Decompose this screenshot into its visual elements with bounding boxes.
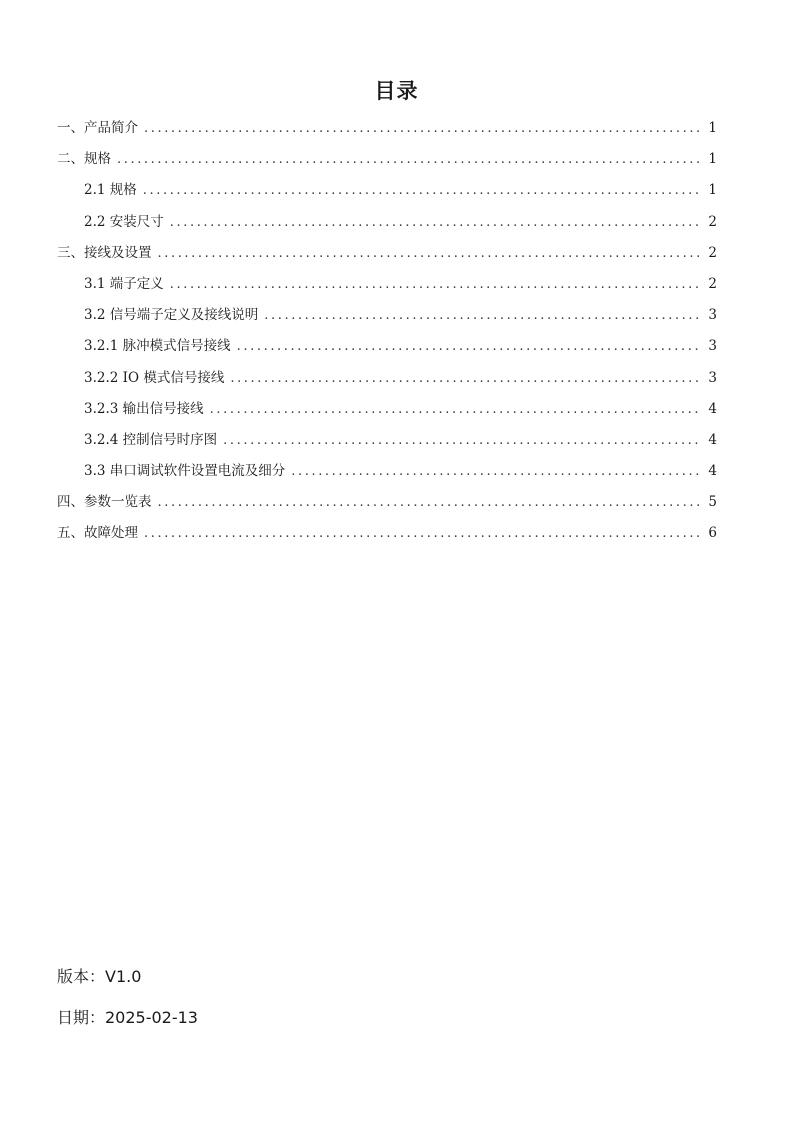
- toc-entry[interactable]: [57, 428, 717, 459]
- toc-entry[interactable]: [57, 147, 717, 178]
- toc-entry[interactable]: [57, 334, 717, 365]
- toc-leader-dots: [223, 429, 702, 453]
- toc-entry-page: 3: [708, 307, 717, 324]
- version-text: 版本：V1.0: [57, 967, 142, 986]
- toc-entry-label: 四、参数一览表: [57, 494, 152, 511]
- toc-entry-label: 3.2.2 IO 模式信号接线: [84, 369, 225, 386]
- toc-entry[interactable]: [57, 178, 717, 209]
- toc-entry-label: 3.2.1 脉冲模式信号接线: [84, 338, 231, 355]
- toc-leader-dots: [170, 211, 702, 235]
- toc-entry[interactable]: [57, 210, 717, 241]
- toc-entry[interactable]: [57, 397, 717, 428]
- date-text: 日期：2025-02-13: [57, 1008, 198, 1027]
- toc-entry-page: 2: [708, 213, 717, 230]
- toc-entry[interactable]: [57, 303, 717, 334]
- toc-entry-page: 6: [708, 525, 717, 542]
- toc-entry-label: 三、接线及设置: [57, 244, 152, 261]
- toc-leader-dots: [143, 179, 702, 203]
- toc-leader-dots: [170, 273, 702, 297]
- toc-entry-page: 3: [708, 338, 717, 355]
- toc-entry-page: 2: [708, 275, 717, 292]
- toc-leader-dots: [264, 304, 702, 328]
- toc-entry[interactable]: [57, 490, 717, 521]
- toc-list: [57, 116, 717, 553]
- toc-leader-dots: [210, 398, 702, 422]
- toc-leader-dots: [144, 522, 702, 546]
- toc-entry-label: 3.2.3 输出信号接线: [84, 400, 204, 417]
- toc-leader-dots: [237, 335, 702, 359]
- toc-entry-label: 3.3 串口调试软件设置电流及细分: [84, 463, 286, 480]
- toc-entry-label: 3.1 端子定义: [84, 275, 164, 292]
- toc-entry-label: 2.1 规格: [84, 182, 137, 199]
- toc-entry-page: 3: [708, 369, 717, 386]
- toc-entry[interactable]: [57, 272, 717, 303]
- toc-entry-page: 1: [708, 182, 717, 199]
- toc-entry-label: 一、产品简介: [57, 120, 138, 136]
- toc-entry-page: 2: [708, 244, 717, 261]
- toc-title: 目录: [374, 79, 419, 103]
- toc-leader-dots: [291, 460, 702, 484]
- toc-entry[interactable]: [57, 241, 717, 272]
- toc-entry-label: 二、规格: [57, 151, 111, 168]
- toc-entry[interactable]: [57, 366, 717, 397]
- toc-entry-page: 4: [708, 431, 717, 448]
- toc-entry-page: 4: [708, 400, 717, 417]
- toc-leader-dots: [158, 242, 703, 266]
- toc-entry-page: 1: [708, 151, 717, 168]
- toc-entry-page: 4: [708, 463, 717, 480]
- toc-entry-label: 3.2 信号端子定义及接线说明: [84, 307, 259, 324]
- toc-leader-dots: [117, 148, 702, 172]
- toc-leader-dots: [144, 117, 702, 141]
- toc-entry-label: 2.2 安装尺寸: [84, 213, 164, 230]
- toc-entry-label: 3.2.4 控制信号时序图: [84, 431, 218, 448]
- toc-entry[interactable]: [57, 116, 717, 147]
- toc-entry-label: 五、故障处理: [57, 525, 138, 542]
- toc-entry[interactable]: [57, 459, 717, 490]
- toc-entry-page: 5: [708, 494, 717, 511]
- toc-entry-page: 1: [708, 120, 717, 136]
- toc-leader-dots: [230, 367, 702, 391]
- toc-leader-dots: [158, 491, 703, 515]
- toc-entry[interactable]: [57, 521, 717, 552]
